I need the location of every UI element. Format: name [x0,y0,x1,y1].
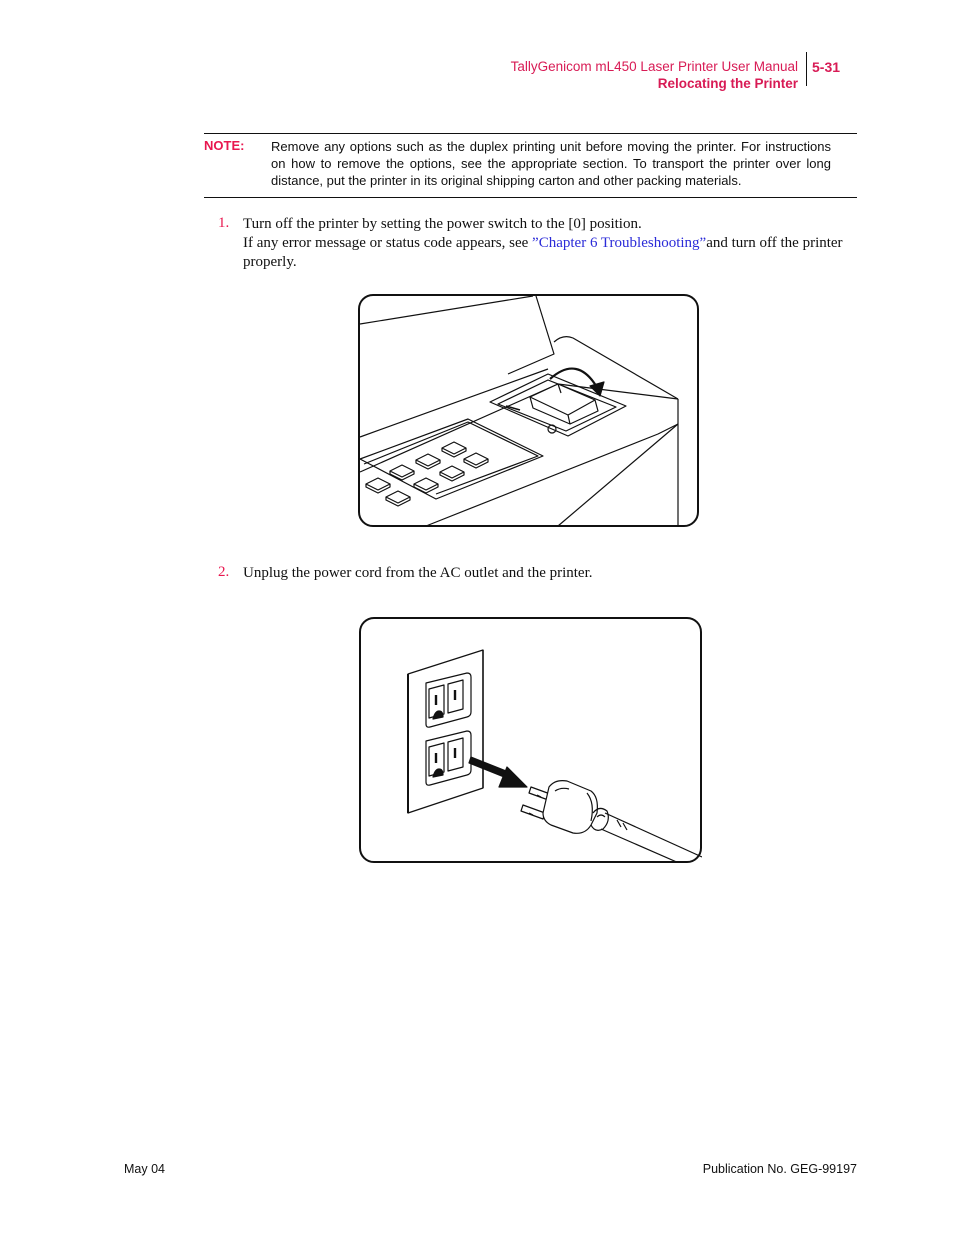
note-text: Remove any options such as the duplex printing unit before moving the printer. For instructions on how to remove the options, see the appropriate section. To transport the printer over long distance, put the printer in its original shipping carton and other packing materials. [271,139,831,189]
footer-date: May 04 [124,1162,165,1176]
step-1-line2-after: and turn off the printer properly. [243,235,843,270]
manual-title: TallyGenicom mL450 Laser Printer User Manual [510,59,798,74]
page-number: 5-31 [812,59,841,75]
note-bottom-rule [204,197,857,198]
section-title: Relocating the Printer [657,76,798,91]
header-divider [806,52,807,86]
step-1-number: 1. [218,215,230,231]
step-1-line2-before: If any error message or status code appears, see [243,235,533,251]
troubleshooting-link[interactable]: ”Chapter 6 Troubleshooting” [532,235,707,251]
note-top-rule [204,133,857,134]
note-label: NOTE: [204,138,245,153]
footer-publication: Publication No. GEG-99197 [702,1162,857,1176]
power-cord-illustration [359,617,702,863]
power-switch-illustration [358,294,699,527]
step-1-line1: Turn off the printer by setting the power switch to the [0] position. [243,216,642,232]
step-1-text [243,215,843,272]
step-2-text: Unplug the power cord from the AC outlet and the printer. [243,565,593,581]
step-2-number: 2. [218,564,230,580]
